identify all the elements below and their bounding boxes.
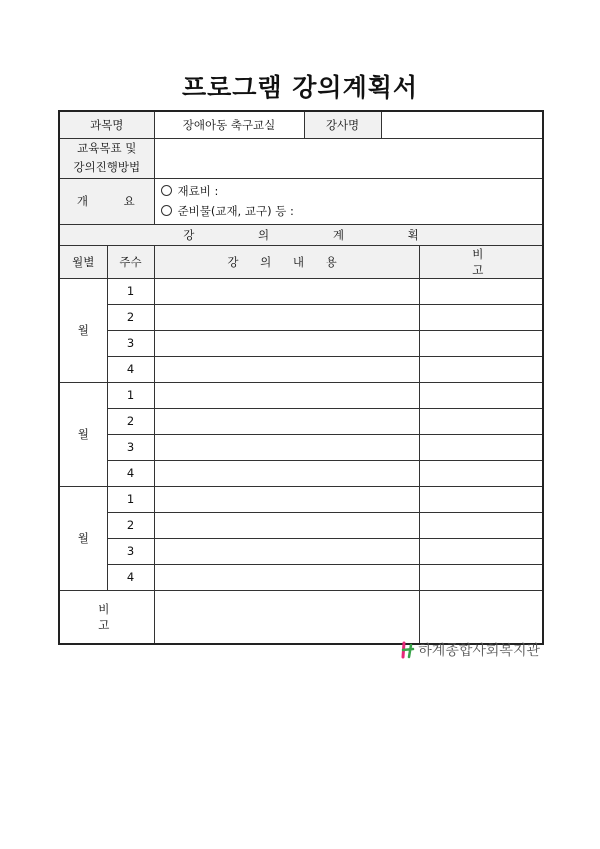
circle-bullet-icon xyxy=(161,185,172,196)
org-logo-svg xyxy=(400,641,416,659)
instructor-label: 강사명 xyxy=(304,111,381,138)
page-title: 프로그램 강의계획서 xyxy=(181,73,419,102)
org-logo-icon xyxy=(400,641,416,659)
overview-label: 개 요 xyxy=(59,178,154,224)
note-cell[interactable] xyxy=(419,382,543,408)
month-column-header: 월별 xyxy=(59,245,107,278)
content-cell[interactable] xyxy=(154,330,419,356)
overview-item-supplies xyxy=(161,201,543,221)
remarks-content[interactable] xyxy=(154,590,419,644)
note-cell[interactable] xyxy=(419,538,543,564)
month-cell[interactable]: 월 xyxy=(59,278,107,382)
week-number: 1 xyxy=(107,278,154,304)
overview-item-materials-text: 재료비 : xyxy=(177,184,219,198)
instructor-value[interactable] xyxy=(381,111,543,138)
overview-item-materials xyxy=(161,181,543,201)
month-cell[interactable]: 월 xyxy=(59,486,107,590)
content-cell[interactable] xyxy=(154,434,419,460)
goals-value[interactable] xyxy=(154,138,543,178)
week-number: 4 xyxy=(107,460,154,486)
footer-org xyxy=(400,640,540,660)
content-cell[interactable] xyxy=(154,278,419,304)
goals-label-line2: 강의진행방법 xyxy=(73,160,141,174)
week-number: 4 xyxy=(107,564,154,590)
note-column-header: 비 고 xyxy=(419,245,543,278)
content-cell[interactable] xyxy=(154,460,419,486)
remarks-label: 비 고 xyxy=(59,590,154,644)
content-cell[interactable] xyxy=(154,564,419,590)
content-cell[interactable] xyxy=(154,382,419,408)
note-cell[interactable] xyxy=(419,434,543,460)
month-cell[interactable]: 월 xyxy=(59,382,107,486)
overview-content[interactable] xyxy=(154,178,543,224)
week-number: 3 xyxy=(107,538,154,564)
note-cell[interactable] xyxy=(419,356,543,382)
note-cell[interactable] xyxy=(419,408,543,434)
week-number: 4 xyxy=(107,356,154,382)
goals-label-line1: 교육목표 및 xyxy=(77,141,137,155)
week-number: 1 xyxy=(107,382,154,408)
note-cell[interactable] xyxy=(419,278,543,304)
note-cell[interactable] xyxy=(419,564,543,590)
note-cell[interactable] xyxy=(419,486,543,512)
week-column-header: 주수 xyxy=(107,245,154,278)
course-name-value[interactable]: 장애아동 축구교실 xyxy=(154,111,304,138)
content-cell[interactable] xyxy=(154,408,419,434)
remarks-note[interactable] xyxy=(419,590,543,644)
note-cell[interactable] xyxy=(419,512,543,538)
course-name-label: 과목명 xyxy=(59,111,154,138)
week-number: 2 xyxy=(107,304,154,330)
goals-label xyxy=(59,138,154,178)
content-cell[interactable] xyxy=(154,512,419,538)
content-column-header: 강 의 내 용 xyxy=(154,245,419,278)
week-number: 1 xyxy=(107,486,154,512)
overview-item-supplies-text: 준비물(교재, 교구) 등 : xyxy=(177,204,294,218)
week-number: 3 xyxy=(107,434,154,460)
content-cell[interactable] xyxy=(154,538,419,564)
org-name: 하계종합사회복지관 xyxy=(418,643,540,659)
week-number: 3 xyxy=(107,330,154,356)
content-cell[interactable] xyxy=(154,356,419,382)
circle-bullet-icon xyxy=(161,205,172,216)
note-cell[interactable] xyxy=(419,460,543,486)
content-cell[interactable] xyxy=(154,486,419,512)
plan-heading: 강 의 계 획 xyxy=(59,224,543,245)
lesson-plan-table xyxy=(58,110,544,645)
week-number: 2 xyxy=(107,408,154,434)
note-cell[interactable] xyxy=(419,330,543,356)
week-number: 2 xyxy=(107,512,154,538)
note-cell[interactable] xyxy=(419,304,543,330)
content-cell[interactable] xyxy=(154,304,419,330)
